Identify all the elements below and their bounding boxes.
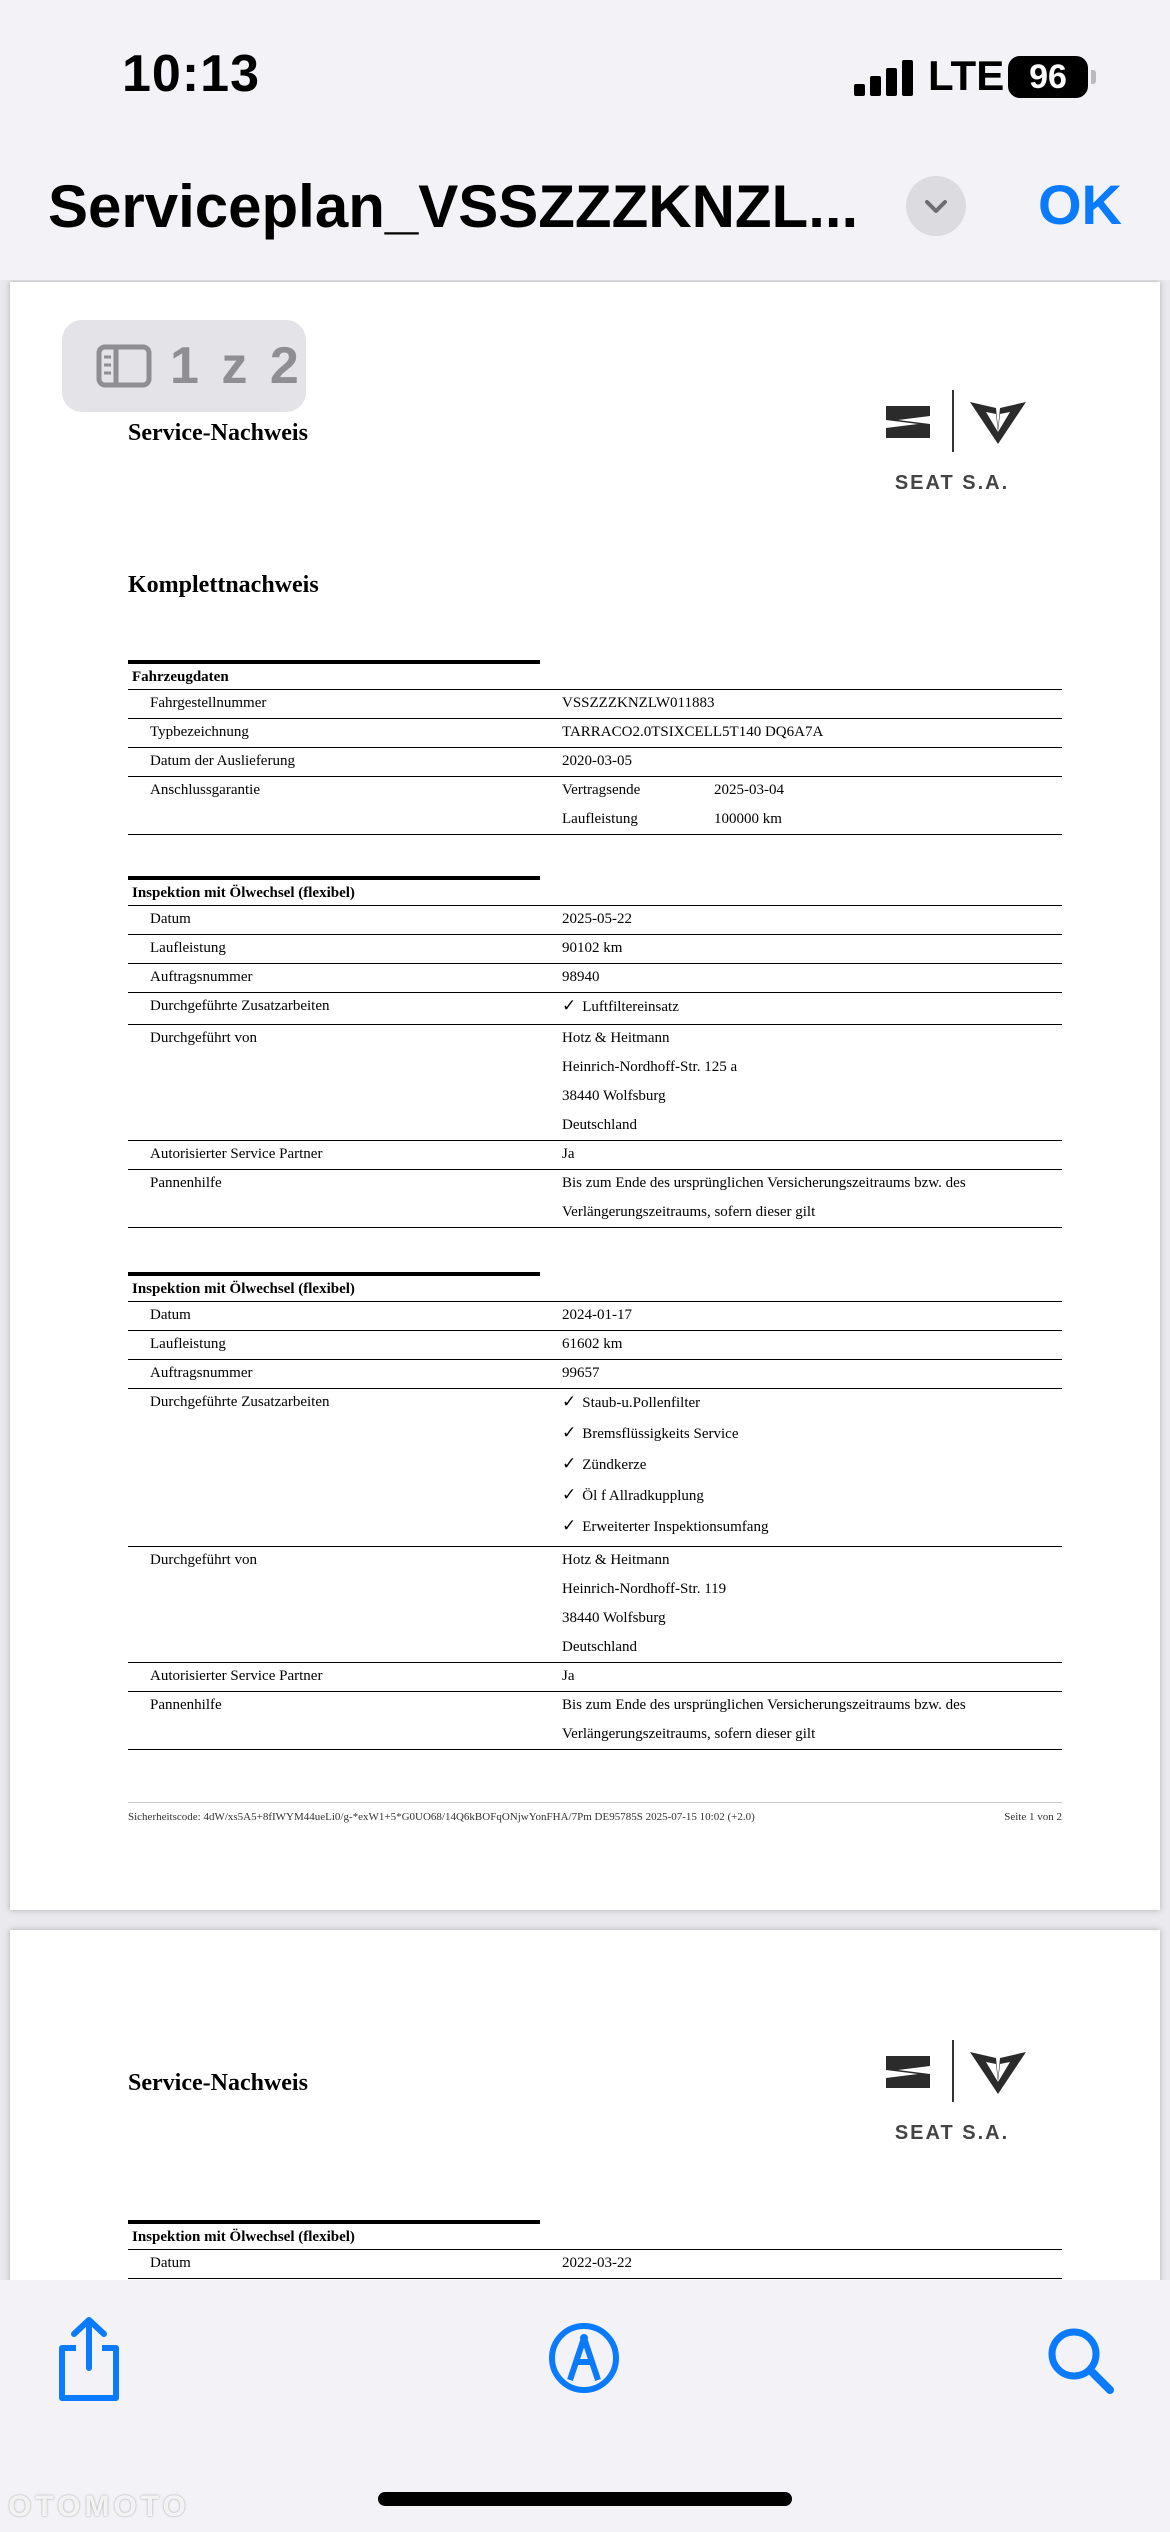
extra-item-label: Bremsflüssigkeits Service (582, 1426, 739, 1442)
field-label: Autorisierter Service Partner (150, 1668, 323, 1684)
table-row (128, 1360, 1062, 1389)
table-row (128, 777, 1062, 835)
logo-text: SEAT S.A. (894, 2122, 1010, 2144)
markup-icon (548, 2322, 620, 2394)
field-value: 99657 (562, 1365, 600, 1381)
field-value: TARRACO2.0TSIXCELL5T140 DQ6A7A (562, 724, 824, 740)
table-row (128, 906, 1062, 935)
field-label: Durchgeführt von (150, 1030, 258, 1046)
extra-item-label: Erweiterter Inspektionsumfang (582, 1519, 769, 1535)
table-row (128, 1025, 1062, 1141)
search-button[interactable] (1046, 2326, 1116, 2401)
home-indicator[interactable] (378, 2492, 792, 2506)
field-value: Bis zum Ende des ursprünglichen Versicherungszeitraums bzw. des (562, 1175, 966, 1191)
inspection-section (128, 1272, 1062, 1750)
field-value: Verlängerungszeitraums, sofern dieser gilt (562, 1204, 816, 1220)
extra-item (562, 1516, 768, 1536)
check-icon: ✓ (562, 1485, 577, 1504)
network-label: LTE (928, 52, 1005, 99)
address-line: Hotz & Heitmann (562, 1552, 670, 1568)
extra-item-label: Zündkerze (582, 1457, 647, 1473)
check-icon: ✓ (562, 1454, 577, 1473)
field-value: 100000 km (714, 811, 782, 827)
address-line: Deutschland (562, 1117, 637, 1133)
field-sublabel: Vertragsende (562, 782, 641, 798)
pdf-page-1 (10, 282, 1160, 1910)
table-row (128, 1331, 1062, 1360)
address-line: Hotz & Heitmann (562, 1030, 670, 1046)
table-row (128, 993, 1062, 1025)
table-row (128, 690, 1062, 719)
field-value: 90102 km (562, 940, 623, 956)
extra-item-label: Staub-u.Pollenfilter (582, 1395, 701, 1411)
battery-icon: 96 (1008, 56, 1088, 98)
table-row (128, 748, 1062, 777)
table-row (128, 1692, 1062, 1750)
table-row (128, 1302, 1062, 1331)
field-label: Durchgeführt von (150, 1552, 258, 1568)
table-row (128, 1170, 1062, 1228)
share-icon (54, 2316, 124, 2402)
field-label: Datum der Auslieferung (150, 753, 295, 769)
seat-logo-icon (884, 2052, 934, 2092)
field-label: Durchgeführte Zusatzarbeiten (150, 1394, 330, 1410)
section-title: Inspektion mit Ölwechsel (flexibel) (128, 2224, 1062, 2250)
pdf-page-2 (10, 1930, 1160, 2280)
inspection-section (128, 876, 1062, 1228)
field-sublabel: Laufleistung (562, 811, 638, 827)
field-label: Typbezeichnung (150, 724, 249, 740)
field-label: Pannenhilfe (150, 1697, 222, 1713)
field-label: Fahrgestellnummer (150, 695, 267, 711)
page-heading: Service-Nachweis (128, 420, 308, 446)
address-line: Heinrich-Nordhoff-Str. 125 a (562, 1059, 738, 1075)
field-value: 98940 (562, 969, 600, 985)
table-row (128, 1141, 1062, 1170)
extra-item-label: Öl f Allradkupplung (582, 1488, 704, 1504)
check-icon: ✓ (562, 996, 577, 1015)
chevron-down-icon (922, 192, 950, 220)
logo-text: SEAT S.A. (894, 472, 1010, 494)
subheading: Komplettnachweis (128, 572, 319, 598)
check-icon: ✓ (562, 1392, 577, 1411)
logo-divider (952, 2040, 954, 2102)
field-value: 61602 km (562, 1336, 623, 1352)
document-title[interactable]: Serviceplan_VSSZZZKNZL... (48, 173, 859, 240)
cupra-logo-icon (968, 398, 1028, 448)
address-line: Heinrich-Nordhoff-Str. 119 (562, 1581, 727, 1597)
field-value: Ja (562, 1146, 575, 1162)
field-label: Datum (150, 911, 191, 927)
table-row (128, 964, 1062, 993)
address-line: 38440 Wolfsburg (562, 1610, 666, 1626)
address-line: 38440 Wolfsburg (562, 1088, 666, 1104)
page-number: Seite 1 von 2 (1004, 1811, 1062, 1823)
seat-logo (872, 2040, 1032, 2160)
table-row (128, 935, 1062, 964)
field-value: 2025-03-04 (714, 782, 784, 798)
page-footer (128, 1802, 1062, 1823)
markup-button[interactable] (548, 2322, 620, 2399)
field-label: Laufleistung (150, 1336, 226, 1352)
field-label: Auftragsnummer (150, 1365, 253, 1381)
seat-logo-icon (884, 402, 934, 442)
field-value: VSSZZZKNZLW011883 (562, 695, 715, 711)
check-icon: ✓ (562, 1516, 577, 1535)
extra-item (562, 1454, 646, 1474)
field-label: Autorisierter Service Partner (150, 1146, 323, 1162)
extra-item (562, 1423, 738, 1443)
cupra-logo-icon (968, 2048, 1028, 2098)
table-row (128, 1547, 1062, 1663)
seat-logo (872, 390, 1032, 510)
page-indicator[interactable] (62, 320, 306, 412)
check-icon: ✓ (562, 1423, 577, 1442)
field-label: Laufleistung (150, 940, 226, 956)
nav-bar (0, 150, 1170, 280)
field-value: 2022-03-22 (562, 2255, 632, 2271)
inspection-section (128, 2220, 1062, 2279)
status-time: 10:13 (122, 45, 260, 103)
section-title: Inspektion mit Ölwechsel (flexibel) (128, 1276, 1062, 1302)
field-label: Anschlussgarantie (150, 782, 260, 798)
section-title: Fahrzeugdaten (128, 664, 1062, 690)
extra-item-label: Luftfiltereinsatz (582, 999, 679, 1015)
title-menu-button[interactable] (906, 176, 966, 236)
battery-tip (1091, 70, 1096, 84)
field-label: Datum (150, 1307, 191, 1323)
table-row (128, 1663, 1062, 1692)
sidebar-icon (96, 344, 152, 388)
section-title: Inspektion mit Ölwechsel (flexibel) (128, 880, 1062, 906)
security-code: Sicherheitscode: 4dW/xs5A5+8fIWYM44ueLi0/g-*exW1+5*G0UO68/14Q6kBOFqONjwYonFHA/7Pm DE95785S 2025-07-15 10:02 (+2.0) (128, 1811, 755, 1823)
logo-divider (952, 390, 954, 452)
address-line: Deutschland (562, 1639, 637, 1655)
field-label: Durchgeführte Zusatzarbeiten (150, 998, 330, 1014)
field-value: 2025-05-22 (562, 911, 632, 927)
extra-item (562, 1485, 704, 1505)
page-indicator-text: 1 z 2 (170, 337, 303, 395)
status-bar (0, 0, 1170, 150)
signal-icon (854, 60, 914, 96)
field-label: Auftragsnummer (150, 969, 253, 985)
field-label: Datum (150, 2255, 191, 2271)
field-value: 2024-01-17 (562, 1307, 632, 1323)
field-label: Pannenhilfe (150, 1175, 222, 1191)
ok-button[interactable]: OK (1038, 173, 1122, 236)
table-row (128, 1389, 1062, 1547)
vehicle-section (128, 660, 1062, 835)
field-value: Verlängerungszeitraums, sofern dieser gilt (562, 1726, 816, 1742)
field-value: Ja (562, 1668, 575, 1684)
field-value: Bis zum Ende des ursprünglichen Versicherungszeitraums bzw. des (562, 1697, 966, 1713)
share-button[interactable] (54, 2316, 124, 2407)
table-row (128, 2250, 1062, 2279)
pdf-viewer[interactable] (0, 280, 1170, 2280)
page-heading: Service-Nachweis (128, 2070, 308, 2096)
extra-item (562, 1392, 700, 1412)
search-icon (1046, 2326, 1116, 2396)
table-row (128, 719, 1062, 748)
watermark: OTOMOTO (8, 2490, 190, 2523)
field-value: 2020-03-05 (562, 753, 632, 769)
extra-item (562, 996, 679, 1016)
